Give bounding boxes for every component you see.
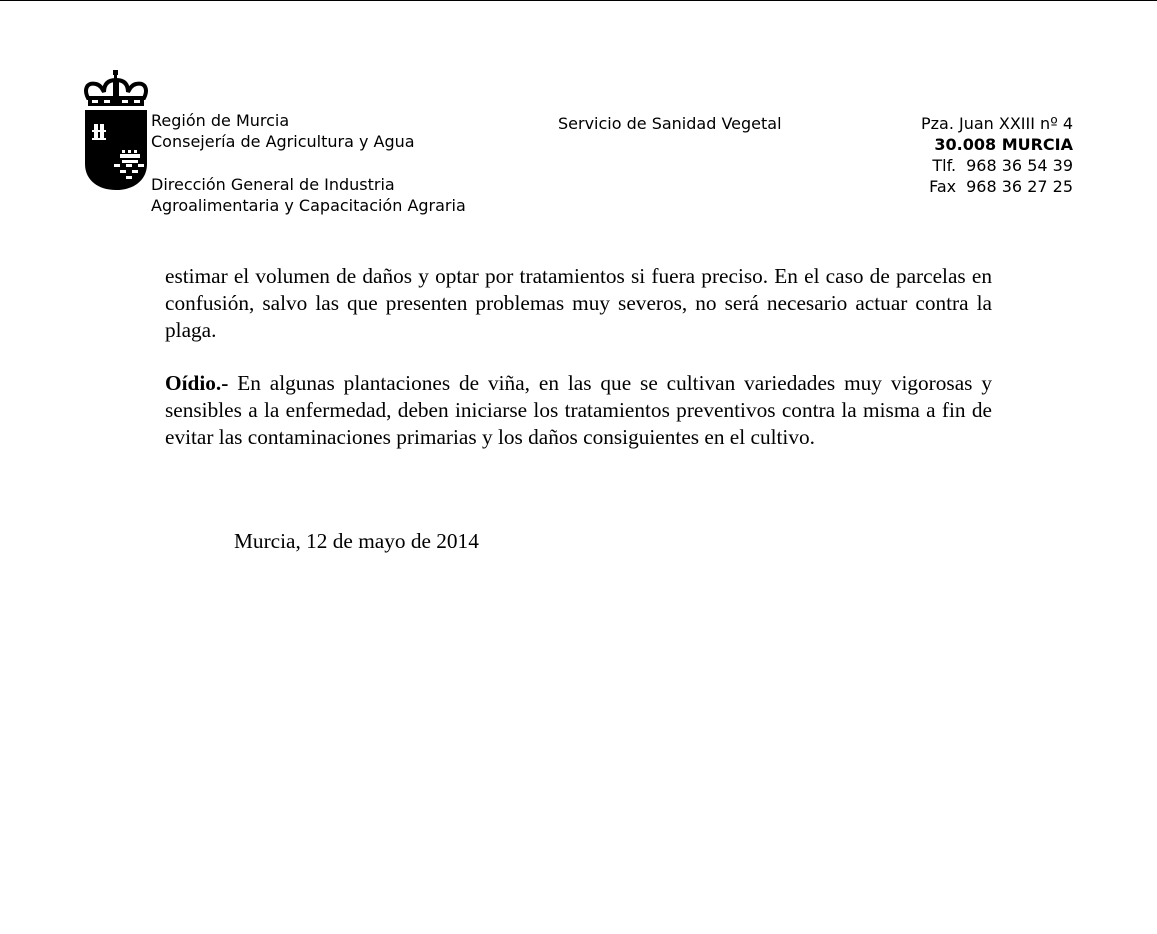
page-top-border — [0, 0, 1157, 1]
phone-line — [921, 155, 1073, 176]
fax-number: 968 36 27 25 — [966, 177, 1073, 196]
paragraph-1: estimar el volumen de daños y optar por tratamientos si fuera preciso. En el caso de parcelas en confusión, salvo las que presenten problemas muy severos, no será necesario actuar contra la plaga. — [165, 264, 992, 342]
coat-of-arms-icon — [82, 68, 150, 192]
contact-block — [921, 113, 1073, 197]
region-name: Región de Murcia — [151, 111, 290, 130]
address: Pza. Juan XXIII nº 4 — [920, 114, 1073, 133]
service-name: Servicio de Sanidad Vegetal — [558, 114, 782, 133]
fax-line — [921, 176, 1073, 197]
paragraph-2-heading: Oídio.- — [165, 371, 229, 395]
directorate-line-2: Agroalimentaria y Capacitación Agraria — [151, 196, 466, 215]
fax-label: Fax — [929, 177, 957, 196]
directorate-line-1: Dirección General de Industria — [151, 175, 395, 194]
paragraph-2 — [165, 370, 992, 451]
organization-block — [151, 110, 466, 216]
phone-label: Tlf. — [932, 156, 957, 175]
phone-number: 968 36 54 39 — [966, 156, 1073, 175]
spacer — [151, 152, 466, 174]
department-name: Consejería de Agricultura y Agua — [151, 132, 415, 151]
closing-date: Murcia, 12 de mayo de 2014 — [234, 529, 479, 553]
postal-city: 30.008 MURCIA — [934, 135, 1073, 154]
paragraph-2-text: En algunas plantaciones de viña, en las que se cultivan variedades muy vigorosas y sensibles a la enfermedad, deben iniciarse los tratamientos preventivos contra la misma a fin de evitar las contaminaciones primarias y los daños consiguientes en el cultivo. — [165, 371, 992, 449]
